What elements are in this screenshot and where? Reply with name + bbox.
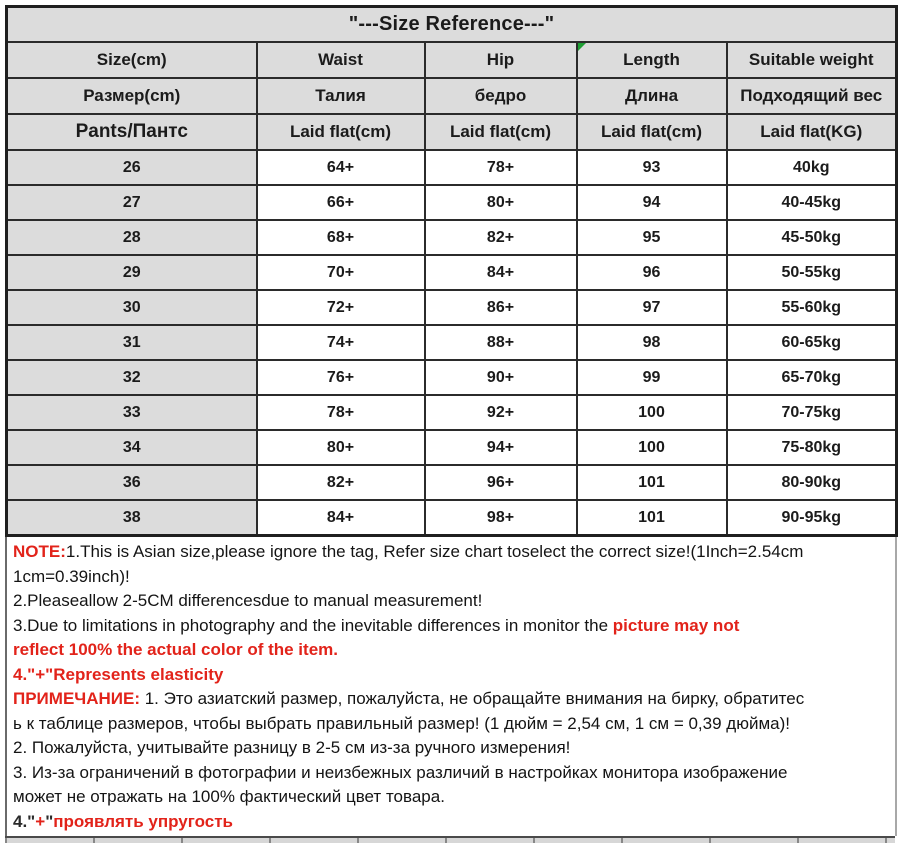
value-cell: 80-90kg [727,465,897,500]
header-label: Подходящий вес [740,86,883,105]
value-cell: 78+ [257,395,425,430]
note-segment: 1.This is Asian size,please ignore the tag, Refer size chart toselect the correct size!(1Inch=2.54cm [65,542,804,561]
header-label: Талия [315,86,366,105]
value-cell: 80+ [425,185,577,220]
header-cell-weight [727,42,897,78]
note-line [13,589,891,614]
table-row [7,500,897,536]
value-cell: 95 [577,220,727,255]
note-segment: reflect 100% the actual color of the item. [13,640,338,659]
value-cell: 72+ [257,290,425,325]
header-label: бедро [474,86,527,105]
value-cell: 90+ [425,360,577,395]
value-cell: 40-45kg [727,185,897,220]
value-cell: 50-55kg [727,255,897,290]
value-cell: 98+ [425,500,577,536]
size-cell: 30 [7,290,257,325]
value-cell: 86+ [425,290,577,325]
note-line [13,540,891,565]
size-cell: 29 [7,255,257,290]
header-cell-weight-ru [727,78,897,114]
note-line [13,736,891,761]
value-cell: 60-65kg [727,325,897,360]
note-segment: " [45,811,54,831]
table-row [7,325,897,360]
size-reference-table [5,5,898,537]
header-cell-size-ru [7,78,257,114]
value-cell: 94 [577,185,727,220]
table-row [7,150,897,185]
header-cell-laidflat-kg [727,114,897,150]
note-segment: 4."+"Represents elasticity [13,664,224,684]
note-segment: ь к таблице размеров, чтобы выбрать правильный размер! (1 дюйм = 2,54 см, 1 см = 0,39 дюйма)! [13,713,790,733]
value-cell: 84+ [257,500,425,536]
value-cell: 40kg [727,150,897,185]
header-label: Waist [318,50,363,69]
table-row [7,395,897,430]
value-cell: 90-95kg [727,500,897,536]
value-cell: 92+ [425,395,577,430]
value-cell: 93 [577,150,727,185]
size-cell: 28 [7,220,257,255]
header-cell-length-ru [577,78,727,114]
note-segment: picture may not [612,615,740,635]
value-cell: 70+ [257,255,425,290]
note-line [13,638,891,663]
value-cell: 68+ [257,220,425,255]
note-segment: 2.Pleaseallow 2-5CM differencesdue to manual measurement! [13,591,483,610]
header-cell-length [577,42,727,78]
value-cell: 55-60kg [727,290,897,325]
header-label: Laid flat(cm) [600,122,703,141]
header-label: Laid flat(KG) [760,122,863,141]
note-line [13,761,891,786]
value-cell: 100 [577,430,727,465]
size-cell: 38 [7,500,257,536]
header-cell-pants [7,114,257,150]
value-cell: 101 [577,500,727,536]
size-cell: 36 [7,465,257,500]
size-cell: 33 [7,395,257,430]
value-cell: 98 [577,325,727,360]
note-segment: 2. Пожалуйста, учитывайте разницу в 2-5 см из-за ручного измерения! [13,738,571,757]
value-cell: 96 [577,255,727,290]
header-cell-hip [425,42,577,78]
table-row [7,465,897,500]
table-row [7,185,897,220]
header-label: Length [623,50,680,69]
note-line [13,785,891,810]
header-cell-waist-ru [257,78,425,114]
size-table-body [7,150,897,536]
table-row [7,220,897,255]
cropped-next-row-strip [5,836,895,843]
size-cell: 32 [7,360,257,395]
title-row [7,7,897,43]
header-cell-laidflat-length [577,114,727,150]
note-segment: + [35,811,46,831]
note-line [13,687,891,712]
note-segment: 3. Из-за ограничений в фотографии и неизбежных различий в настройках монитора изображение [13,762,788,782]
header-row-sub [7,114,897,150]
note-segment: 1cm=0.39inch)! [13,566,130,586]
header-label: Laid flat(cm) [449,122,552,141]
size-cell: 34 [7,430,257,465]
value-cell: 88+ [425,325,577,360]
note-segment: ПРИМЕЧАНИЕ: [13,689,140,708]
note-segment: NOTE: [13,542,66,561]
header-label: Suitable weight [748,50,874,69]
value-cell: 94+ [425,430,577,465]
note-segment: 3.Due to limitations in photography and the inevitable differences in monitor the [13,615,613,635]
value-cell: 70-75kg [727,395,897,430]
header-cell-laidflat-waist [257,114,425,150]
page-title: "---Size Reference---" [348,13,555,35]
size-cell: 31 [7,325,257,360]
value-cell: 45-50kg [727,220,897,255]
value-cell: 75-80kg [727,430,897,465]
header-cell-waist [257,42,425,78]
value-cell: 66+ [257,185,425,220]
value-cell: 82+ [257,465,425,500]
value-cell: 96+ [425,465,577,500]
value-cell: 99 [577,360,727,395]
note-line [13,663,891,688]
table-row [7,290,897,325]
pants-label: Pants/Пантс [75,121,188,142]
value-cell: 100 [577,395,727,430]
size-cell: 26 [7,150,257,185]
note-line [13,614,891,639]
value-cell: 80+ [257,430,425,465]
header-row-ru [7,78,897,114]
table-title-cell [7,7,897,43]
note-segment: проявлять упругость [53,811,234,831]
note-line [13,712,891,737]
table-row [7,255,897,290]
header-cell-hip-ru [425,78,577,114]
value-cell: 82+ [425,220,577,255]
header-label: Hip [486,50,515,69]
header-label: Размер(cm) [83,86,181,105]
value-cell: 78+ [425,150,577,185]
note-line [13,565,891,590]
header-label: Длина [624,86,679,105]
note-segment: 1. Это азиатский размер, пожалуйста, не обращайте внимания на бирку, обратитес [140,689,805,708]
table-row [7,430,897,465]
value-cell: 64+ [257,150,425,185]
header-label: Laid flat(cm) [289,122,392,141]
header-label: Size(cm) [96,50,167,69]
header-cell-size [7,42,257,78]
size-cell: 27 [7,185,257,220]
value-cell: 101 [577,465,727,500]
value-cell: 84+ [425,255,577,290]
note-segment: может не отражать на 100% фактический цвет товара. [13,787,445,806]
value-cell: 76+ [257,360,425,395]
note-line [13,810,891,835]
header-cell-laidflat-hip [425,114,577,150]
note-segment: 4." [13,811,36,831]
value-cell: 97 [577,290,727,325]
header-row-en [7,42,897,78]
notes [5,537,897,836]
cell-corner-marker-icon [578,43,586,51]
value-cell: 74+ [257,325,425,360]
table-row [7,360,897,395]
value-cell: 65-70kg [727,360,897,395]
